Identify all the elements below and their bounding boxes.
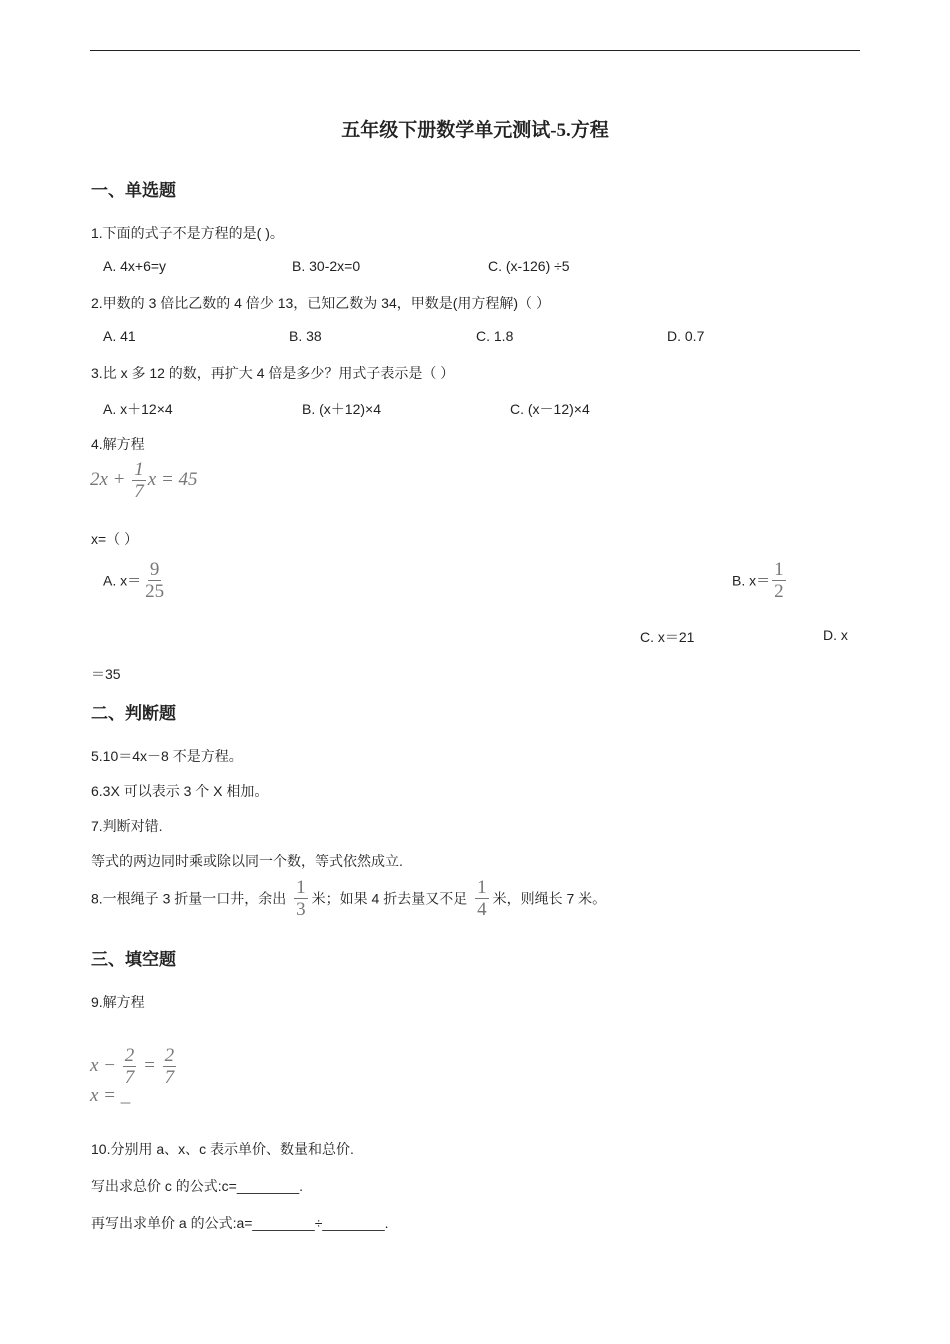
q3-option-c[interactable]: C. (x－12)×4 [510, 401, 590, 417]
page-title: 五年级下册数学单元测试-5.方程 [341, 120, 609, 141]
section-heading-fill-blank: 三、填空题 [91, 950, 176, 969]
question-4: 4.解方程 [91, 436, 145, 452]
q1-option-a[interactable]: A. 4x+6=y [103, 258, 167, 274]
q9-answer-blank[interactable]: x = _ [90, 1085, 131, 1106]
section-heading-true-false: 二、判断题 [91, 704, 176, 723]
question-8: 8.一根绳子 3 折量一口井，余出 $\frac{1}{3}$ 米；如果 4 折去量又不足 $\frac{1}{4}$ 米，则绳长 7 米。 [91, 877, 607, 920]
q9-equation: x − $\frac{2}{7}$ = $\frac{2}{7}$ [90, 1045, 175, 1088]
q2-option-d[interactable]: D. 0.7 [667, 328, 705, 344]
q8-fraction-one-third: $\frac{1}{3}$ [296, 877, 306, 920]
question-9: 9.解方程 [91, 994, 145, 1010]
q4-option-b[interactable]: B. x＝ $\frac{1}{2}$ [732, 559, 784, 602]
question-7: 7.判断对错. [91, 818, 163, 834]
q1-option-c[interactable]: C. (x-126) ÷5 [488, 258, 570, 274]
q9-fraction-right: $\frac{2}{7}$ [164, 1045, 175, 1088]
q1-option-b[interactable]: B. 30-2x=0 [292, 258, 361, 274]
header-rule [90, 50, 860, 51]
q8-fraction-one-quarter: $\frac{1}{4}$ [477, 877, 487, 920]
question-3: 3.比 x 多 12 的数，再扩大 4 倍是多少？用式子表示是（ ） [91, 365, 455, 381]
q4-option-d-continued: ＝35 [91, 666, 121, 682]
q2-option-b[interactable]: B. 38 [289, 328, 322, 344]
q4-equation-fraction: $\frac{1}{7}$ [134, 459, 144, 502]
q4-option-c[interactable]: C. x＝21 [640, 629, 695, 645]
question-2: 2.甲数的 3 倍比乙数的 4 倍少 13，已知乙数为 34，甲数是(用方程解)（ ） [91, 295, 550, 311]
question-1: 1.下面的式子不是方程的是( )。 [91, 225, 284, 241]
q4-option-b-fraction: $\frac{1}{2}$ [774, 559, 784, 602]
q2-option-c[interactable]: C. 1.8 [476, 328, 514, 344]
q9-fraction-left: $\frac{2}{7}$ [124, 1045, 135, 1088]
q2-option-a[interactable]: A. 41 [103, 328, 136, 344]
q3-option-a[interactable]: A. x＋12×4 [103, 401, 173, 417]
question-10: 10.分别用 a、x、c 表示单价、数量和总价. [91, 1141, 354, 1157]
q4-option-a-fraction: $\frac{9}{25}$ [145, 559, 165, 602]
section-heading-single-choice: 一、单选题 [91, 181, 176, 200]
question-5: 5.10＝4x－8 不是方程。 [91, 748, 243, 764]
q10-unit-price-formula[interactable]: 再写出求单价 a 的公式:a=________÷________. [91, 1215, 389, 1231]
q3-option-b[interactable]: B. (x＋12)×4 [302, 401, 381, 417]
q4-option-d[interactable]: D. x [823, 627, 848, 643]
q4-option-a[interactable]: A. x＝ $\frac{9}{25}$ [103, 559, 165, 602]
question-7-statement: 等式的两边同时乘或除以同一个数，等式依然成立. [91, 853, 403, 869]
question-6: 6.3X 可以表示 3 个 X 相加。 [91, 783, 269, 799]
q10-total-price-formula[interactable]: 写出求总价 c 的公式:c=________. [91, 1178, 304, 1194]
q4-answer-prompt: x=（ ） [91, 531, 139, 547]
q4-equation: 2x + $\frac{1}{7}$ x = 45 [90, 459, 198, 502]
